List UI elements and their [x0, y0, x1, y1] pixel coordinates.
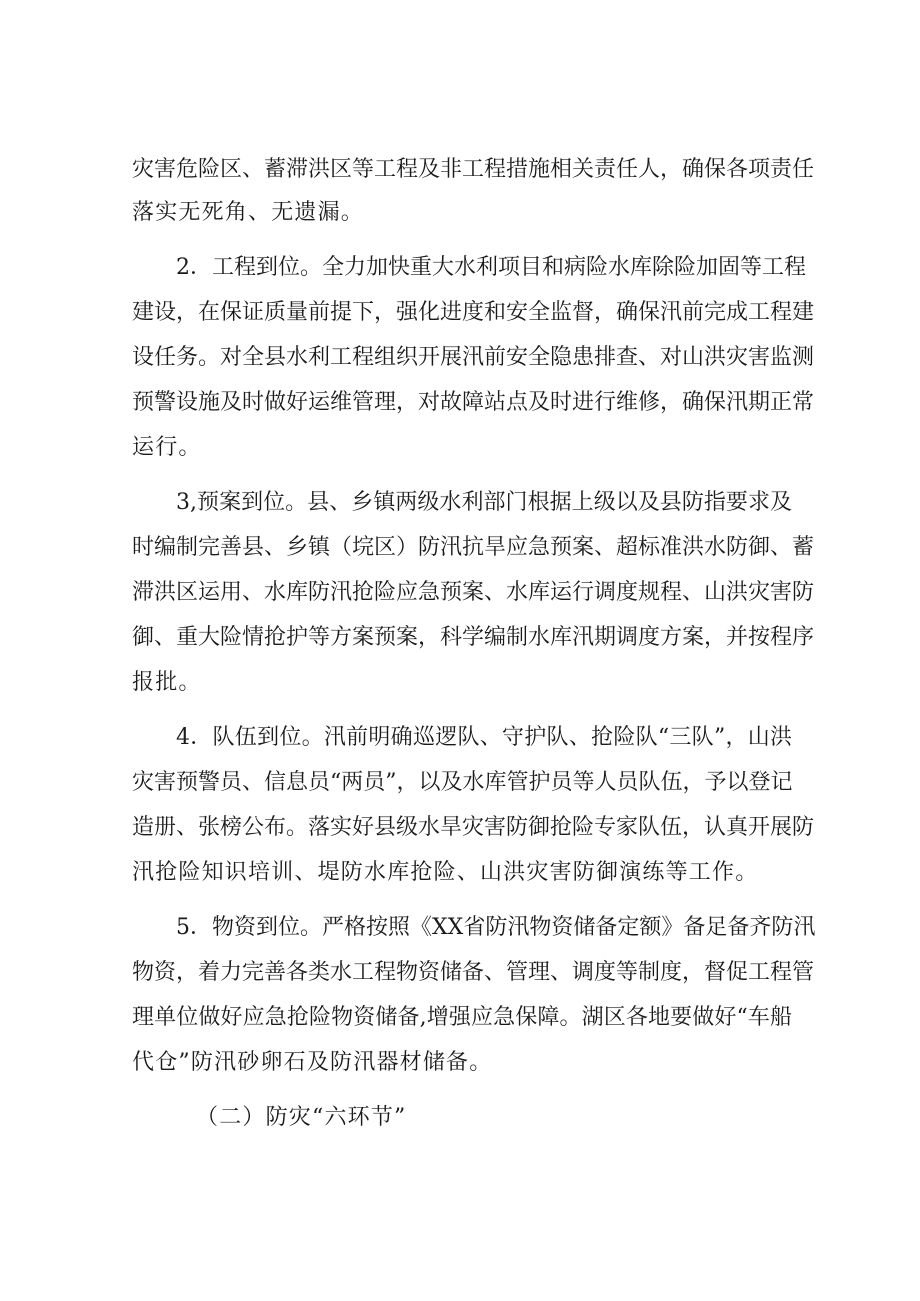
text-line: 御、重大险情抢护等方案预案，科学编制水库汛期调度方案，并按程序 [132, 625, 815, 650]
text-line: 报批。 [132, 670, 202, 695]
text-line: 理单位做好应急抢险物资储备,增强应急保障。湖区各地要做好“车船 [132, 1005, 792, 1030]
text-line: 4．队伍到位。汛前明确巡逻队、守护队、抢险队“三队”，山洪 [176, 725, 792, 750]
text-line: 造册、张榜公布。落实好县级水旱灾害防御抢险专家队伍，认真开展防 [132, 815, 815, 840]
text-line: 滞洪区运用、水库防汛抢险应急预案、水库运行调度规程、山洪灾害防 [132, 580, 815, 605]
text-line: 2．工程到位。全力加快重大水利项目和病险水库除险加固等工程 [176, 255, 806, 280]
text-line: 代仓”防汛砂卵石及防汛器材储备。 [132, 1050, 493, 1075]
text-line: 5．物资到位。严格按照《XX省防汛物资储备定额》备足备齐防汛 [176, 915, 816, 940]
text-line: 时编制完善县、乡镇（垸区）防汛抗旱应急预案、超标准洪水防御、蓄 [132, 535, 815, 560]
text-line: 运行。 [132, 435, 202, 460]
text-line: 建设，在保证质量前提下，强化进度和安全监督，确保汛前完成工程建 [132, 300, 815, 325]
text-line: 物资，着力完善各类水工程物资储备、管理、调度等制度，督促工程管 [132, 960, 815, 985]
text-line: 设任务。对全县水利工程组织开展汛前安全隐患排查、对山洪灾害监测 [132, 345, 815, 370]
text-line: 预警设施及时做好运维管理，对故障站点及时进行维修，确保汛期正常 [132, 390, 815, 415]
section-heading: （二）防灾“六环节” [196, 1105, 407, 1130]
text-line: 汛抢险知识培训、堤防水库抢险、山洪灾害防御演练等工作。 [132, 860, 759, 885]
text-line: 3,预案到位。县、乡镇两级水利部门根据上级以及县防指要求及 [176, 490, 792, 515]
text-line: 灾害预警员、信息员“两员”，以及水库管护员等人员队伍，予以登记 [132, 770, 793, 795]
text-line: 灾害危险区、蓄滞洪区等工程及非工程措施相关责任人，确保各项责任 [132, 157, 815, 182]
text-line: 落实无死角、无遗漏。 [132, 200, 365, 225]
